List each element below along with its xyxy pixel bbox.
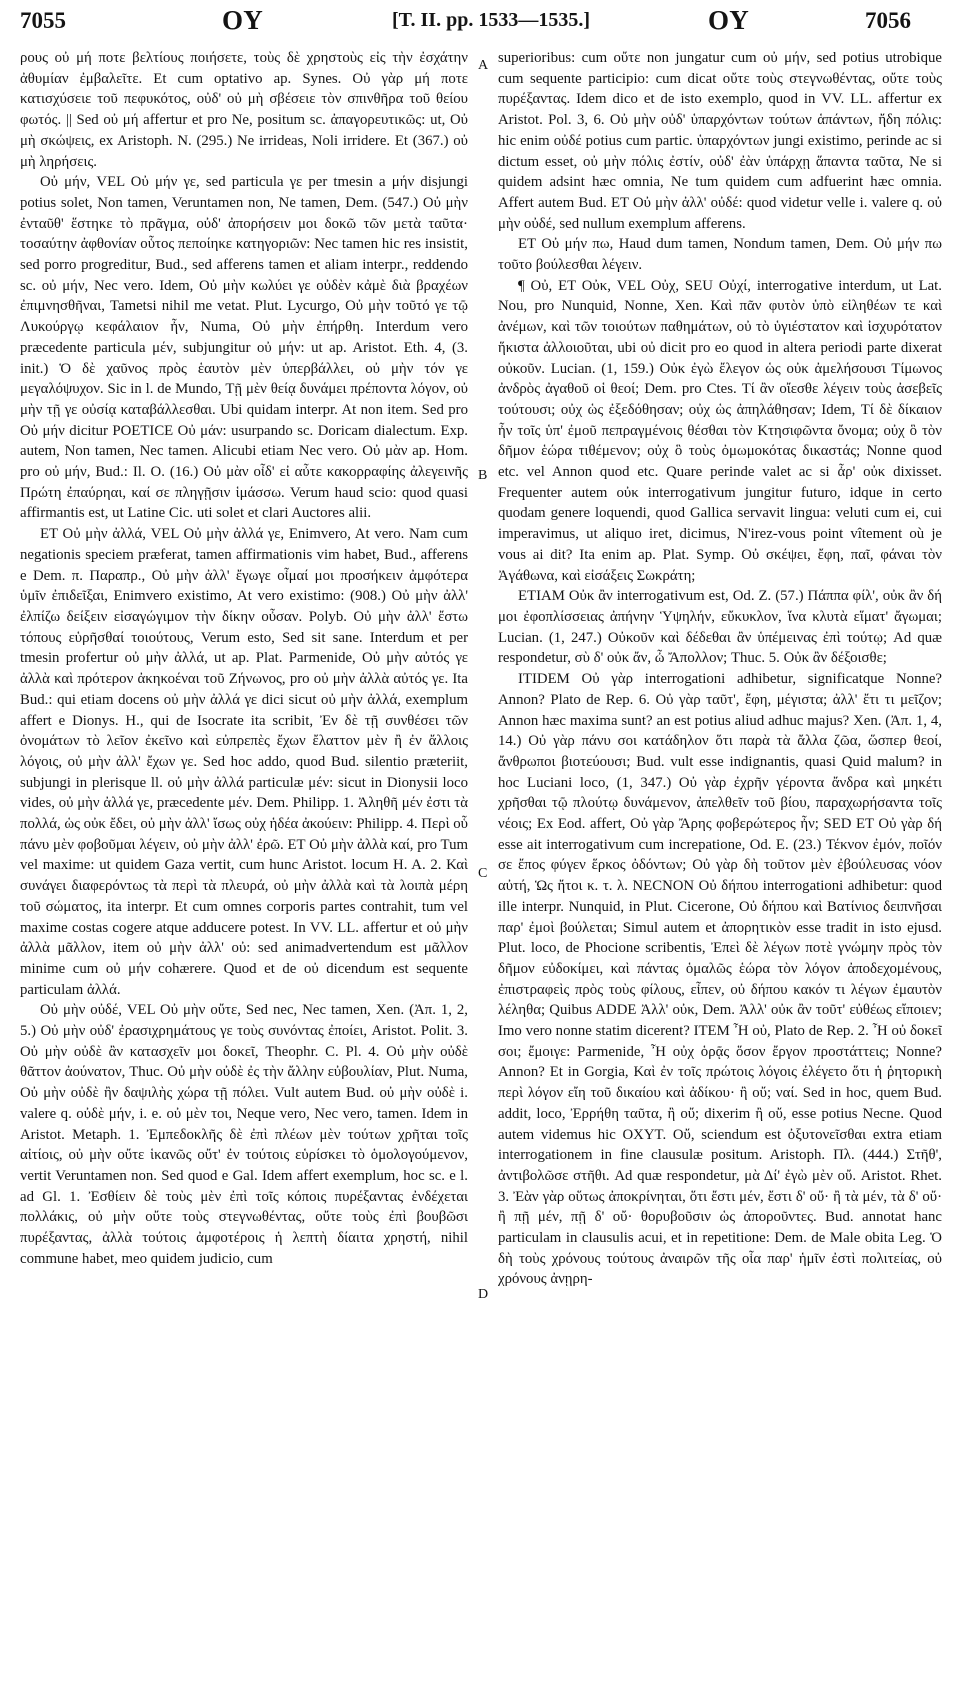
page-number-right: 7056 [865, 8, 911, 33]
margin-letter-a: A [478, 58, 489, 73]
margin-letter-c: C [478, 866, 488, 881]
page-number-left: 7055 [20, 8, 66, 33]
paragraph: ITIDEM Οὐ γὰρ interrogationi adhibetur, significatque Nonne? Annon? Plato de Rep. 6. Οὐ γὰρ ταῦτ', ἔφη, μέγιστα; ἀλλ' ἔτι τι μεῖζον; Annon hæc maxima sunt? an est potius aliud adhuc majus? Xen. (Ἀπ. 1, 4, 14.) Οὐ γὰρ πάνυ σοι κατάδηλον ὅτι παρὰ τὰ ἄλλα ζῶα, ὥσπερ θεοί, ἄνθρωποι βιοτεύουσι; Bud. vult esse indignantis, quasi Quid malum? in hoc Luciani loco, (1, 347.) Οὐ γὰρ ἐχρῆν γέροντα ἄνδρα καὶ μηκέτι χρῆσθαι τῷ πλούτῳ δυνάμενον, ἀπελθεῖν τοῦ βίου, παραχωρήσαντα τοῖς νέοις; Ex Eod. affert, Οὐ γὰρ Ἄρης φοβερώτερος ἦν; SED ET Οὐ γὰρ δή esse ait interrogativum cum increpatione, Od. E. (23.) Τέκνον ἐμόν, ποῖόν σε ἔπος φύγεν ἕρκος ὀδόντων; Οὐ γὰρ δὴ τοῦτον μὲν ἐβούλευσας νόον αὐτή, Ὡς ἤτοι κ. τ. λ. NECNON Οὐ δήπου interrogationi adhibetur: quod ille interpr. Nunquid, in Plut. Cicerone, Οὐ δήπου καὶ Βατίνιος δειπνῆσαι παρ' ἐμοὶ βούλεται; Simul autem et ἀπορητικὸν esse tradit in isto ejusd. Plut. loco, de Phocione scribentis, Ἐπεὶ δὲ λέγων ποτὲ γνώμην πρὸς τὸν δῆμον εὐδοκίμει, καὶ πάντας ὁμαλῶς ἑώρα τὸν λόγον ἀποδεχομένους, ἐπιστραφεὶς πρὸς τοὺς φίλους, εἶπεν, οὐ δήπου κακόν τι λέγων ἐμαυτὸν λέληθα; Quibus ADDE Ἀλλ' οὐκ, Dem. Ἀλλ' οὐκ ἂν τοῦτ' εὐθέως εἴποιεν; Imo vero nonne statim dicerent? ITEM Ἦ οὐ, Plato de Rep. 2. Ἦ οὐ δοκεῖ σοι; ἔμοιγε: Parmenide, Ἦ οὐχ ὁρᾷς ὅσον ἔργον προστάττεις; Nonne? Annon? Et in Gorgia, Καὶ ἐν τοῖς πρώτοις λόγοις ἐλέγετο ὅτι ἡ ῥητορικὴ περὶ λόγον εἴη τοῦ δικαίου καὶ ἀδίκου· ἢ οὔ; ναί. Sed in hoc, quem Bud. addit, loco, Ἐρρήθη ταῦτα, ἢ οὔ; dixerim ἢ οὔ, esse potius Necne. Quod autem videmus hic OXYT. Οὔ, sciendum est ὀξυτονεῖσθαι extra etiam interrogationem in fine clausulæ positum. Aristoph. Πλ. (444.) Στῆθ', ἀντιβολῶσε στῆθι. Ad quæ respondetur, μὰ Δί' ἐγὼ μὲν οὔ. Aristot. Rhet. 3. Ἐὰν γὰρ οὕτως ἀποκρίνηται, ὅτι ἔστι μέν, ἔστι δ' οὔ· ἢ τὰ μέν, τὰ δ' οὔ· ἢ πῇ μέν, πῇ δ' οὔ· θορυβοῦσιν ὡς ἀποροῦντες. Bud. annotat hanc particulam in clausulis acui, et in repetitione: Dem. de Male obita Leg. Ὁ δὴ τοὺς χρόνους τούτους ἀναιρῶν τῆς οἷα παρ' ἡμῖν ἐστὶ πολιτείας, οὐ χρόνους ἀνῃρη- [498, 671, 942, 1288]
left-column [20, 48, 468, 1698]
paragraph: ¶ Οὐ, ET Οὐκ, VEL Οὐχ, SEU Οὐχί, interrogative interdum, ut Lat. Nou, pro Nunquid, Nonne, Xen. Καὶ πᾶν φυτὸν ὑπὸ εἰληθέων τε καὶ ἀνέμων, καὶ τῶν τοιούτων παθημάτων, οὐ τὸ ὑγιέστατον καὶ ἰσχυρότατον ἥκιστα ἀλλοιοῦται, ubi οὐ dicit pro eo quod in altera periodi parte dixerat οὐκοῦν. Lucian. (1, 159.) Οὐκ ἐγὼ ἔλεγον ὡς οὐκ ἀμελήσουσι Τίμωνος ἀνδρὸς ἀγαθοῦ οἱ θεοί; Dem. pro Ctes. Τί ἂν οἴεσθε λέγειν τοὺς ἀσεβεῖς τούτουσι; οὐχ ὡς ἐξεδόθησαν; οὐχ ὡς ἀπηλάθησαν; Idem, Τί δὲ δίκαιον ἦν τοῖς ὑπ' ἐμοῦ πεπραγμένοις θέσθαι τὸν Κτησιφῶντα ὄνομα; οὐχ ὃ τὸν δῆμον ἑώρα τιθέμενον; οὐχ ὃ τοὺς ὀμωμοκότας δικαστάς; Nonne quod etc. vel Annon quod etc. Quare perinde valet ac si ἆρ' οὐκ dixisset. Frequenter autem οὐκ interrogativum jungitur futuro, idque in certo quodam genere loquendi, quod Gallica servavit lingua: veluti cum ei, cui imperavimus, ut aliquo iret, dicimus, N'irez-vous point vîtement où je vous ai dit? Ita enim ap. Plat. Symp. Οὐ σκέψει, ἔφη, παῖ, φάναι τὸν Ἀγάθωνα, καὶ εἰσάξεις Σωκράτη; [498, 277, 942, 584]
paragraph: Οὐ μήν, VEL Οὐ μήν γε, sed particula γε per tmesin a μήν disjungi potius solet, Non tamen, Veruntamen non, Ne tamen, Dem. (547.) Οὐ μὴν ἐνταῦθ' ἕστηκε τὸ πρᾶγμα, οὐδ' ἀπορήσειν μοι δοκῶ τῶν μετὰ ταῦτα· τοσαύτην ἀφθονίαν οὗτος πεποίηκε κατηγοριῶν: Nec tamen hic res insistit, sed porro progreditur, Bud., sed afferens tamen et aliam interpr., reddendo sc. οὐ μήν, Nec vero. Idem, Οὐ μὴν κωλύει γε οὐδὲν κἀμὲ διὰ βραχέων ἐπιμνησθῆναι, Tametsi nihil me vetat. Plut. Lycurgo, Οὐ μὴν τοῦτό γε τῷ Λυκούργῳ κεφάλαιον ἦν, Numa, Οὐ μὴν ἐπήρθη. Interdum vero præcedente particula μέν, subjungitur οὐ μήν: ut ap. Aristot. Eth. 4, (3. init.) Ὁ δὲ χαῦνος πρὸς ἑαυτὸν μὲν ὑπερβάλλει, οὐ μὴν τόν γε μεγαλόψυχον. Sic in l. de Mundo, Τῇ μὲν θείᾳ δυνάμει πρέποντα λόγον, οὐ μὴν τῇ γε οὐσίᾳ καταβάλλεσθαι. Ubi quidam interpr. At non item. Sed pro Οὐ μήν dicitur POETICE Οὐ μάν: usurpando sc. Doricam dialectum. Exp. autem, Non tamen, Nec tamen. Alicubi etiam Nec vero. Οὐ μὰν ap. Hom. pro οὐ μήν, Bud.: Il. O. (16.) Οὐ μὰν οἶδ' εἰ αὖτε κακορραφίης ἀλεγεινῆς Πρώτη ἐπαύρηαι, καί σε πληγῇσιν ἱμάσσω. Verum haud scio: quod quasi affirmantis est, ut Latine Cic. uti solet et clari Auctores alii. [20, 174, 468, 522]
paragraph: Οὐ μὴν οὐδέ, VEL Οὐ μὴν οὔτε, Sed nec, Nec tamen, Xen. (Ἀπ. 1, 2, 5.) Οὐ μὴν οὐδ' ἐρασιχρημάτους γε τοὺς συνόντας ἐποίει, Aristot. Polit. 3. Οὐ μὴν οὐδὲ ἂν κατασχεῖν μοι δοκεῖ, Theophr. C. Pl. 4. Οὐ μὴν οὐδὲ θᾶττον ἀούνατον, Thuc. Οὐ μὴν οὐδὲ ἐς τὴν ἄλλην εὐβουλίαν, Plut. Numa, Οὐ μὴν οὐδὲ ἢν δαψιλὴς χώρα τῇ πόλει. Vult autem Bud. οὐ μὴν οὐδὲ i. valere q. οὐδὲ μήν, i. e. οὐ μὲν τοι, Neque vero, Nec vero, tamen. Idem in Aristot. Metaph. 1. Ἐμπεδοκλῆς δὲ ἐπὶ πλέων μὲν τούτων χρῆται τοῖς αἰτίοις, οὐ μὴν οὔτε ἱκανῶς οὔτ' ἐν τούτοις εὑρίσκει τὸ ὁμολογούμενον, vertit Veruntamen non. Sed quod e Gal. Idem affert exemplum, hoc sc. e l. ad Gl. 1. Ἐσθίειν δὲ τοὺς μὲν ἐπὶ τοῖς κόποις πυρέξαντας ἐνδέχεται πολλάκις, οὐ μὴν οὔτε τοὺς στεγνωθέντας, οὔτε τοὺς ἐπὶ βουβῶσι πυρέξαντας, ἀλλὰ τούτοις ἀμφοτέροις ἡ λεπτὴ δίαιτα χρηστή, nihil commune habet, meo quidem judicio, cum [20, 1002, 468, 1267]
volume-reference: [T. II. pp. 1533—1535.] [392, 9, 590, 31]
right-column [498, 48, 942, 1698]
margin-letter-b: B [478, 468, 488, 483]
page-header [0, 0, 960, 40]
paragraph: ET Οὐ μὴν ἀλλά, VEL Οὐ μὴν ἀλλά γε, Enimvero, At vero. Nam cum negationis speciem præferat, tamen affirmationis vim habet, Bud., afferens e Dem. π. Παραπρ., Οὐ μὴν ἀλλ' ἔγωγε οἶμαί μοι προσήκειν ἀμφότερα ὑμῖν ἐπιδεῖξαι, Enimvero existimo, At vero existimo: (908.) Οὐ μὴν ἀλλ' ἐλπίζω δείξειν εἰσαγώγιμον τὴν δίκην οὖσαν. Polyb. Οὐ μὴν ἀλλ' ἔστω τόπους εὑρῆσθαί τοιούτους, Verum esto, Sed sit sane. Interdum et per tmesin profertur οὐ μὴν ἀλλά, ut ap. Plat. Parmenide, Οὐ μὴν αὐτός γε ἀλλὰ καὶ πρότερον ἀκηκοέναι τοῦ Ζήνωνος, pro οὐ μὴν ἀλλὰ αὐτός γε. Ita Bud.: qui etiam docens οὐ μὴν ἀλλά γε dici sicut οὐ μὴν ἀλλά, exemplum affert e Dionys. H., qui de Isocrate ita scribit, Ἐν δὲ τῇ συνθέσει τῶν ὀνομάτων τὸ λεῖον ἐκεῖνο καὶ εὐπρεπὲς ἔχων ἔλαττον μὲν ἢ ἐν ἄλλοις λόγοις, οὐ μὴν ἀλλ' ἔχων γε. Sed hoc addo, quod Bud. silentio præteriit, subjungi in plerisque ll. οὐ μὴν ἀλλά particulæ μέν: sicut in Dionysii loco vides, οὐ μὴν ἀλλά γε, præcedente μέν. Dem. Philipp. 1. Ἀληθῆ μέν ἐστι τὰ πολλά, ὡς οὐκ ἔδει, οὐ μὴν ἀλλ' ἴσως οὐχ ἡδέα ἀκούειν: Philipp. 4. Περὶ οὗ πάνυ μὲν φοβοῦμαι λέγειν, οὐ μὴν ἀλλ' ἐρῶ. ET Οὐ μὴν ἀλλὰ καί, pro Tum vel maxime: ut quidem Gaza vertit, cum hunc Aristot. locum H. A. 2. Καὶ συνάγει διαφερόντως τὰ περὶ τὰ πλευρά, οὐ μὴν ἀλλὰ καὶ τὰ λοιπὰ μέρη τοῦ σώματος, ita interpr. Et cum omnes corporis partes contrahit, tum vel maxime costas cogere atque adducere potest. In VV. LL. affertur et οὐ μὴν ἀλλὰ μᾶλλον, item οὐ μὴν ἀλλ' οὐ: sed animadvertendum est μᾶλλον minime cum οὐ μήν cohærere. Quod et de οὐ dicendum est sequente particulam ἀλλά. [20, 526, 468, 998]
headword-left: ΟΥ [222, 5, 264, 35]
margin-letter-d: D [478, 1287, 489, 1302]
paragraph: ρους οὐ μή ποτε βελτίους ποιήσετε, τοὺς δὲ χρηστοὺς εἰς τὴν ἐσχάτην ἀθυμίαν ἐμβαλεῖτε. Et cum optativo ap. Synes. Οὐ γὰρ μή ποτε κατισχύσειε τοῦ πεφυκότος, οὐδ' οὐ μὴ σβέσειε τὸν σπινθῆρα τοῦ θείου φωτός. || Sed οὐ μή affertur et pro Ne, positum sc. ἀπαγορευτικῶς: ut, Οὐ μὴ σκώψεις, ex Aristoph. N. (295.) Ne irrideas, Noli irridere. Et (367.) οὐ μὴ ληρήσεις. [20, 50, 468, 170]
paragraph: ETIAM Οὐκ ἂν interrogativum est, Od. Z. (57.) Πάππα φίλ', οὐκ ἂν δή μοι ἐφοπλίσσειας ἀπήνην Ὑψηλήν, εὔκυκλον, ἵνα κλυτὰ εἵματ' ἄγωμαι; Lucian. (1, 247.) Οὐκοῦν καὶ δέδεθαι ἂν ὑπέμεινας ἐπὶ τούτῳ; Ad quæ respondetur, σὺ δ' οὐκ ἄν, ὦ Ἄπολλον; Thuc. 5. Οὐκ ἂν δέξοισθε; [498, 588, 942, 667]
paragraph: ET Οὐ μήν πω, Haud dum tamen, Nondum tamen, Dem. Οὐ μήν πω τοῦτο βούλεσθαι λέγειν. [498, 236, 942, 274]
paragraph: superioribus: cum οὔτε non jungatur cum οὐ μήν, sed potius utrobique cum sequente participio: cum dicat οὔτε τοὺς στεγνωθέντας, οὔτε τοὺς πυρέξαντας. Idem dico et de isto exemplo, quod in VV. LL. affertur ex Aristot. Pol. 3, 6. Οὐ μὴν οὐδ' ὑπαρχόντων τούτων ἁπάντων, ἤδη πόλις: hic enim οὐδέ potius cum partic. ὑπαρχόντων jungi existimo, perinde ac si dictum esset, οὐ μὴν πόλις ἐστίν, οὐδ' ἐὰν ὑπάρχῃ ἅπαντα ταῦτα, Ne si quidem adsint hæc omnia, Ne tum quidem cum adfuerint hæc omnia. Affert autem Bud. ET Οὐ μὴν ἀλλ' οὐδέ: quod videtur velle i. valere q. οὐ μὴν οὐδέ, sed nullum exemplum afferens. [498, 50, 942, 232]
headword-right: ΟΥ [708, 5, 750, 35]
